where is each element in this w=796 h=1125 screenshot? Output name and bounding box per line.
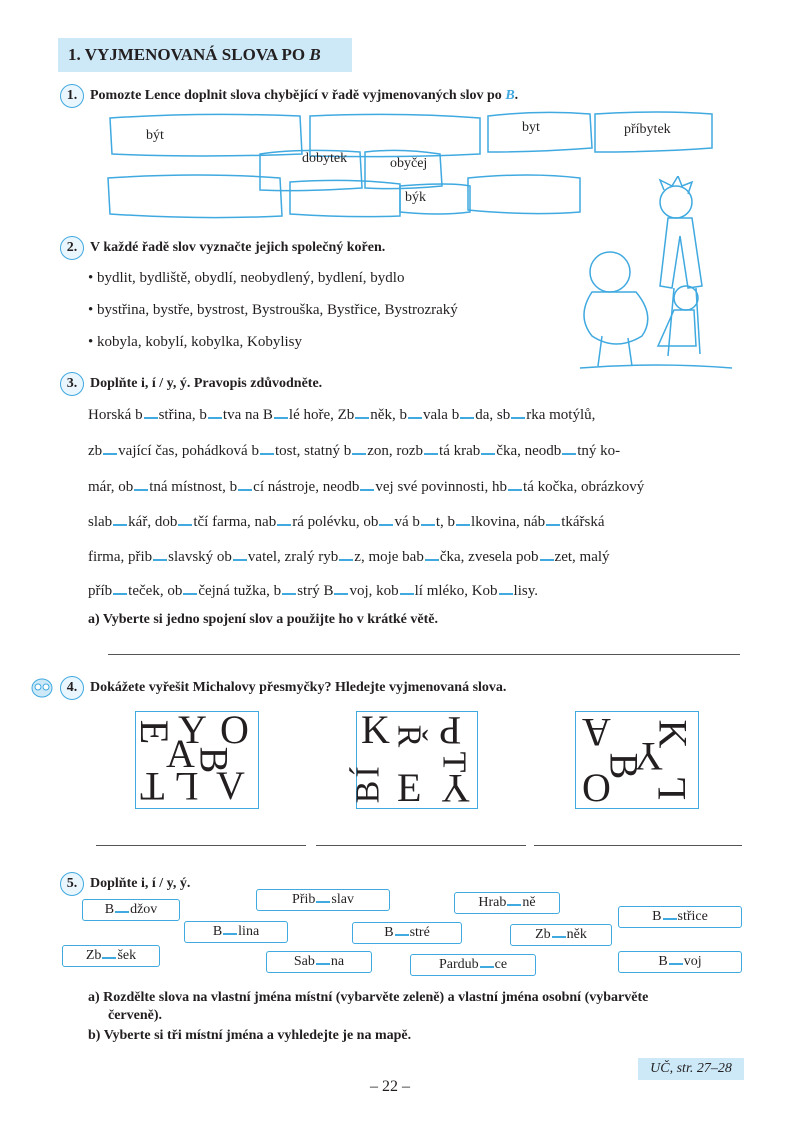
puzzle-letter: P	[439, 708, 462, 753]
task-number: 4.	[60, 676, 84, 700]
puzzle-letter: Y	[441, 766, 470, 811]
blank[interactable]	[208, 407, 222, 419]
task-number: 2.	[60, 236, 84, 260]
chain-word: byt	[522, 120, 540, 135]
puzzle-letter: Ř	[390, 724, 428, 748]
blank[interactable]	[113, 514, 127, 526]
blank[interactable]	[511, 407, 525, 419]
task-instruction: Dokážete vyřešit Michalovy přesmyčky? Hledejte vyjmenovaná slova.	[90, 680, 507, 695]
blank[interactable]	[400, 583, 414, 595]
anagram-puzzle-3	[575, 711, 699, 809]
blank[interactable]	[562, 443, 576, 455]
puzzle-letter: L	[174, 764, 199, 809]
word-box: Hrab ně	[454, 892, 560, 914]
blank[interactable]	[102, 947, 116, 959]
word-box: B voj	[618, 951, 742, 973]
answer-line[interactable]	[534, 845, 742, 846]
task-number: 1.	[60, 84, 84, 108]
task-instruction: V každé řadě slov vyznačte jejich společný kořen.	[90, 240, 386, 255]
puzzle-letter: O	[220, 707, 249, 752]
puzzle-letter: B	[349, 780, 387, 804]
anagram-puzzle-2	[349, 707, 478, 811]
blank[interactable]	[153, 549, 167, 561]
blank[interactable]	[460, 407, 474, 419]
section-title: 1. VYJMENOVANÁ SLOVA PO B	[58, 38, 352, 72]
blank[interactable]	[552, 926, 566, 938]
blank[interactable]	[546, 514, 560, 526]
blank[interactable]	[113, 583, 127, 595]
blank[interactable]	[480, 956, 494, 968]
puzzle-letter: T	[435, 751, 473, 773]
task-instruction: Pomozte Lence doplnit slova chybějící v řadě vyjmenovaných slov po B.	[90, 88, 519, 103]
puzzle-letter: Y	[178, 707, 207, 752]
puzzle-letter: Y	[634, 734, 663, 779]
blank[interactable]	[223, 923, 237, 935]
blank[interactable]	[183, 583, 197, 595]
word-box: B džov	[82, 899, 180, 921]
word-row: • bydlit, bydliště, obydlí, neobydlený, bydlení, bydlo	[88, 270, 405, 286]
task-instruction: Doplňte i, í / y, ý. Pravopis zdůvodněte.	[90, 376, 323, 391]
blank[interactable]	[499, 583, 513, 595]
word-box: B lina	[184, 921, 288, 943]
chain-word: příbytek	[624, 122, 671, 137]
blank[interactable]	[360, 479, 374, 491]
exercise-line: příb teček, ob čejná tužka, b strý B voj, kob lí mléko, Kob lisy.	[88, 583, 538, 599]
word-row: • kobyla, kobylí, kobylka, Kobylisy	[88, 334, 302, 350]
blank[interactable]	[339, 549, 353, 561]
owl-icon	[30, 676, 54, 698]
blank[interactable]	[103, 443, 117, 455]
blank[interactable]	[233, 549, 247, 561]
textbook-reference: UČ, str. 27–28	[638, 1058, 744, 1080]
puzzle-letter: E	[397, 765, 422, 810]
blank[interactable]	[316, 953, 330, 965]
sub-instruction: a) Vyberte si jedno spojení slov a použijte ho v krátké větě.	[88, 612, 438, 627]
blank[interactable]	[507, 894, 521, 906]
blank[interactable]	[282, 583, 296, 595]
chain-word: obyčej	[390, 156, 428, 171]
blank[interactable]	[424, 443, 438, 455]
puzzle-letter: L	[649, 775, 695, 801]
exercise-line: Horská b střina, b tva na B lé hoře, Zb něk, b vala b da, sb rka motýlů,	[88, 407, 596, 423]
word-row: • bystřina, bystře, bystrost, Bystrouška, Bystřice, Bystrozraký	[88, 302, 458, 318]
anagram-puzzle-1	[132, 707, 259, 809]
puzzle-letter: O	[582, 765, 611, 810]
answer-line[interactable]	[108, 654, 740, 655]
word-box: Zb něk	[510, 924, 612, 946]
blank[interactable]	[379, 514, 393, 526]
blank[interactable]	[115, 901, 129, 913]
blank[interactable]	[260, 443, 274, 455]
blank[interactable]	[540, 549, 554, 561]
blank[interactable]	[334, 583, 348, 595]
blank[interactable]	[274, 407, 288, 419]
task-instruction: Doplňte i, í / y, ý.	[90, 876, 191, 891]
chain-word: být	[146, 128, 164, 143]
word-box: Sab na	[266, 951, 372, 973]
blank[interactable]	[508, 479, 522, 491]
word-box: Pardub ce	[410, 954, 536, 976]
blank[interactable]	[316, 891, 330, 903]
sub-instruction-cont: červeně).	[108, 1008, 163, 1023]
sub-instruction: b) Vyberte si tři místní jména a vyhledejte je na mapě.	[88, 1028, 412, 1043]
puzzle-letter: T	[140, 764, 165, 809]
puzzle-letter: B	[191, 746, 237, 774]
puzzle-letter: V	[216, 763, 245, 808]
puzzle-letter: E	[132, 719, 178, 745]
task-number: 5.	[60, 872, 84, 896]
blank[interactable]	[481, 443, 495, 455]
blank[interactable]	[395, 924, 409, 936]
blank[interactable]	[352, 443, 366, 455]
puzzle-letter: Í	[349, 766, 387, 778]
word-box: B střice	[618, 906, 742, 928]
answer-line[interactable]	[316, 845, 526, 846]
puzzle-letter: A	[582, 710, 611, 755]
blank[interactable]	[238, 479, 252, 491]
blank[interactable]	[277, 514, 291, 526]
blank[interactable]	[456, 514, 470, 526]
puzzle-letter: K	[361, 707, 390, 752]
word-box: B stré	[352, 922, 462, 944]
sub-instruction: a) Rozdělte slova na vlastní jména místní (vybarvěte zeleně) a vlastní jména osobní (vybarvěte	[88, 990, 649, 1005]
puzzle-letter: K	[650, 719, 696, 749]
chain-word: býk	[405, 190, 426, 205]
blank[interactable]	[408, 407, 422, 419]
blank[interactable]	[421, 514, 435, 526]
word-box: Zb šek	[62, 945, 160, 967]
blank[interactable]	[178, 514, 192, 526]
puzzle-letter: B	[601, 752, 647, 780]
exercise-line: zb vající čas, pohádková b tost, statný b zon, rozb tá krab čka, neodb tný ko-	[88, 443, 621, 459]
puzzle-letter: A	[166, 731, 195, 776]
blank[interactable]	[355, 407, 369, 419]
blank[interactable]	[663, 908, 677, 920]
task-number: 3.	[60, 372, 84, 396]
blank[interactable]	[669, 953, 683, 965]
answer-line[interactable]	[96, 845, 306, 846]
chain-word: dobytek	[302, 151, 348, 166]
exercise-line: firma, přib slavský ob vatel, zralý ryb z, moje bab čka, zvesela pob zet, malý	[88, 549, 610, 565]
boys-illustration	[576, 176, 736, 376]
blank[interactable]	[425, 549, 439, 561]
exercise-line: slab kář, dob tčí farma, nab rá polévku, ob vá b t, b lkovina, náb tkářská	[88, 514, 605, 530]
exercise-line: már, ob tná místnost, b cí nástroje, neodb vej své povinnosti, hb tá kočka, obrázkový	[88, 479, 645, 495]
blank[interactable]	[144, 407, 158, 419]
blank[interactable]	[134, 479, 148, 491]
page-number: – 22 –	[370, 1078, 410, 1095]
word-box: Přib slav	[256, 889, 390, 911]
